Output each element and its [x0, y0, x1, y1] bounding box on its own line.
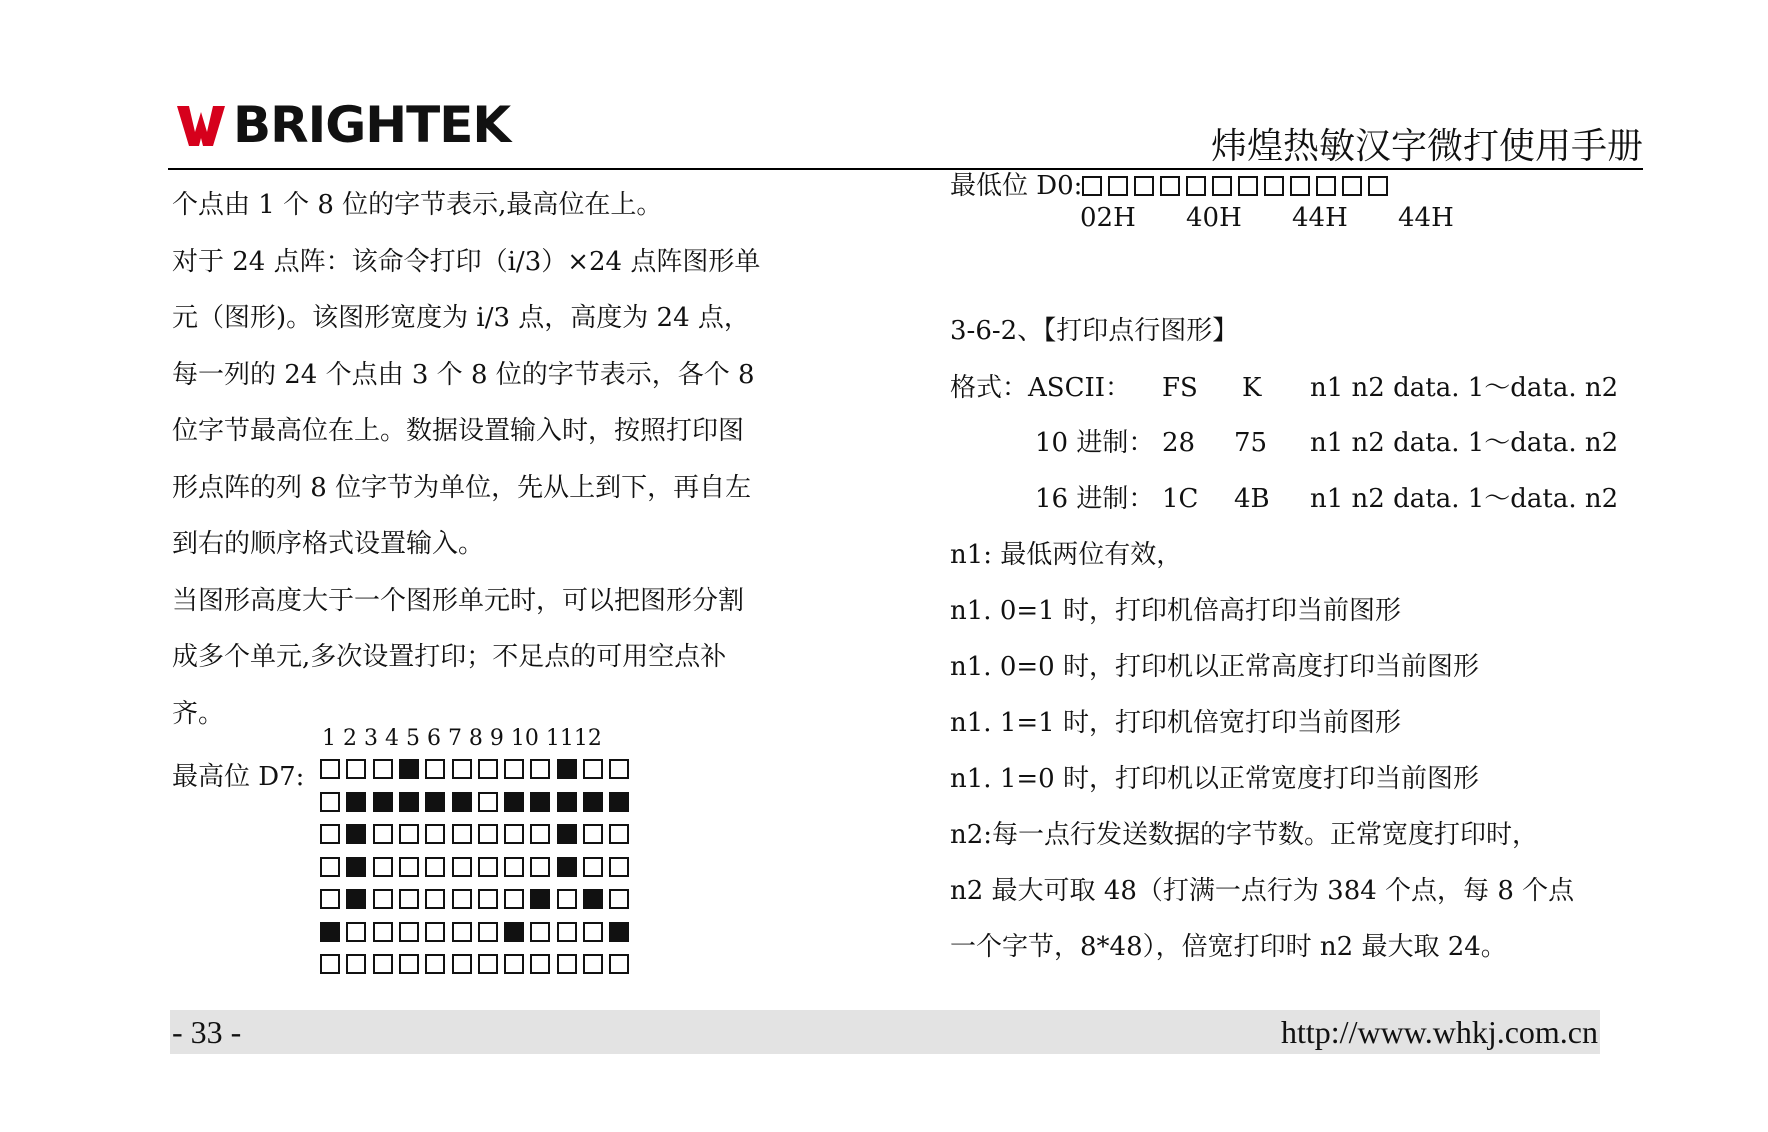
- dot-empty: [373, 759, 393, 779]
- hex-values: [1080, 203, 1504, 233]
- dot-empty: [320, 792, 340, 812]
- dot-empty: [452, 922, 472, 942]
- dot-filled: [346, 792, 366, 812]
- dot-empty: [425, 889, 445, 909]
- dot-filled: [557, 759, 577, 779]
- left-column: [172, 185, 852, 750]
- text-line: n1. 1=1 时，打印机倍宽打印当前图形: [950, 708, 1401, 738]
- dot-empty: [583, 824, 603, 844]
- dot-empty: [346, 922, 366, 942]
- dot-filled: [504, 922, 524, 942]
- format-a: 1C: [1162, 484, 1199, 514]
- dot-empty: [452, 759, 472, 779]
- lsb-boxes: [1082, 171, 1394, 201]
- format-c: n1 n2 data. 1～data. n2: [1310, 373, 1619, 403]
- dot-empty: [557, 889, 577, 909]
- dot-empty: [530, 857, 550, 877]
- text-line: 齐。: [172, 698, 225, 729]
- dot-filled: [557, 792, 577, 812]
- lsb-box: [1342, 176, 1362, 196]
- format-label: 16 进制：: [1035, 484, 1155, 514]
- dot-filled: [583, 889, 603, 909]
- dot-empty: [320, 889, 340, 909]
- format-a: 28: [1162, 428, 1196, 458]
- dot-empty: [373, 954, 393, 974]
- dot-empty: [373, 824, 393, 844]
- brightek-logo: [175, 98, 510, 152]
- column-numbers: 1 2 3 4 5 6 7 8 9 10 1112: [322, 726, 602, 751]
- dot-empty: [504, 954, 524, 974]
- text-line: n1. 1=0 时，打印机以正常宽度打印当前图形: [950, 764, 1479, 794]
- dot-empty: [399, 824, 419, 844]
- dot-empty: [478, 954, 498, 974]
- dot-empty: [557, 922, 577, 942]
- text-line: 位字节最高位在上。数据设置输入时，按照打印图: [172, 416, 745, 446]
- dot-empty: [452, 954, 472, 974]
- dot-filled: [346, 889, 366, 909]
- dot-empty: [530, 759, 550, 779]
- dot-filled: [346, 857, 366, 877]
- dot-empty: [609, 759, 629, 779]
- logo-text: BRIGHTEK: [233, 96, 511, 154]
- format-b: K: [1242, 373, 1262, 403]
- dot-empty: [346, 954, 366, 974]
- dot-empty: [583, 857, 603, 877]
- lsb-box: [1368, 176, 1388, 196]
- dot-empty: [504, 759, 524, 779]
- dot-empty: [583, 954, 603, 974]
- text-line: n2:每一点行发送数据的字节数。正常宽度打印时，: [950, 820, 1539, 850]
- format-b: 75: [1234, 428, 1268, 458]
- dot-empty: [399, 889, 419, 909]
- dot-filled: [320, 922, 340, 942]
- dot-empty: [452, 889, 472, 909]
- hex-value: 02H: [1080, 203, 1136, 233]
- dot-filled: [346, 824, 366, 844]
- lsb-box: [1316, 176, 1336, 196]
- dot-filled: [609, 792, 629, 812]
- dot-empty: [530, 922, 550, 942]
- dot-empty: [478, 889, 498, 909]
- dot-empty: [346, 759, 366, 779]
- lsb-box: [1238, 176, 1258, 196]
- dot-filled: [504, 792, 524, 812]
- lsb-row: [950, 165, 1394, 202]
- dot-filled: [373, 792, 393, 812]
- lsb-box: [1186, 176, 1206, 196]
- text-line: n1: 最低两位有效，: [950, 540, 1183, 570]
- dot-empty: [425, 824, 445, 844]
- lsb-box: [1264, 176, 1284, 196]
- format-c: n1 n2 data. 1～data. n2: [1310, 428, 1619, 458]
- text-line: n1. 0=1 时，打印机倍高打印当前图形: [950, 596, 1401, 626]
- dot-filled: [530, 792, 550, 812]
- text-line: 形点阵的列 8 位字节为单位，先从上到下，再自左: [172, 472, 752, 503]
- dot-filled: [425, 792, 445, 812]
- dot-empty: [320, 759, 340, 779]
- dot-filled: [399, 792, 419, 812]
- text-line: n1. 0=0 时，打印机以正常高度打印当前图形: [950, 652, 1479, 682]
- section-heading: 3-6-2、【打印点行图形】: [950, 316, 1239, 346]
- dot-empty: [373, 922, 393, 942]
- dot-empty: [609, 824, 629, 844]
- dot-empty: [478, 857, 498, 877]
- hex-value: 44H: [1292, 203, 1348, 233]
- dot-empty: [399, 857, 419, 877]
- dot-empty: [452, 857, 472, 877]
- dot-filled: [583, 792, 603, 812]
- dot-empty: [609, 889, 629, 909]
- page-number: - 33 -: [172, 1014, 242, 1050]
- header-divider: [168, 168, 1643, 170]
- dot-empty: [320, 857, 340, 877]
- text-line: 元（图形)。该图形宽度为 i/3 点，高度为 24 点，: [172, 303, 750, 333]
- format-b: 4B: [1234, 484, 1270, 514]
- text-line: 到右的顺序格式设置输入。: [172, 529, 485, 559]
- dot-empty: [425, 922, 445, 942]
- dot-empty: [583, 922, 603, 942]
- text-line: 一个字节，8*48），倍宽打印时 n2 最大取 24。: [950, 932, 1507, 962]
- dot-empty: [530, 954, 550, 974]
- format-a: FS: [1162, 373, 1198, 403]
- dot-filled: [452, 792, 472, 812]
- dot-empty: [425, 857, 445, 877]
- lsb-box: [1108, 176, 1128, 196]
- lsb-box: [1290, 176, 1310, 196]
- dot-empty: [320, 954, 340, 974]
- dot-empty: [425, 954, 445, 974]
- dot-empty: [373, 857, 393, 877]
- lsb-box: [1160, 176, 1180, 196]
- dot-empty: [478, 792, 498, 812]
- text-line: 对于 24 点阵：该命令打印（i/3）×24 点阵图形单: [172, 246, 761, 277]
- msb-label: 最高位 D7:: [172, 762, 305, 792]
- lsb-label: 最低位 D0:: [950, 171, 1083, 201]
- dot-empty: [583, 759, 603, 779]
- dot-empty: [478, 759, 498, 779]
- text-line: 每一列的 24 个点由 3 个 8 位的字节表示，各个 8: [172, 359, 755, 390]
- dot-empty: [399, 954, 419, 974]
- dot-empty: [557, 954, 577, 974]
- dot-empty: [504, 824, 524, 844]
- dot-filled: [557, 824, 577, 844]
- text-line: 成多个单元,多次设置打印；不足点的可用空点补: [172, 642, 727, 672]
- dot-empty: [609, 857, 629, 877]
- manual-title: 炜煌热敏汉字微打使用手册: [1210, 126, 1643, 167]
- text-line: 个点由 1 个 8 位的字节表示,最高位在上。: [172, 190, 663, 220]
- lsb-box: [1134, 176, 1154, 196]
- website-url: http://www.whkj.com.cn: [1281, 1014, 1598, 1050]
- format-label: 格式：ASCII：: [950, 373, 1132, 403]
- dot-empty: [320, 824, 340, 844]
- dot-empty: [504, 889, 524, 909]
- text-line: 当图形高度大于一个图形单元时，可以把图形分割: [172, 585, 745, 616]
- hex-value: 44H: [1398, 203, 1454, 233]
- dot-empty: [373, 889, 393, 909]
- brightek-logo-mark-icon: [175, 102, 227, 148]
- dot-filled: [530, 889, 550, 909]
- dot-empty: [399, 922, 419, 942]
- dot-filled: [399, 759, 419, 779]
- dot-empty: [504, 857, 524, 877]
- lsb-box: [1212, 176, 1232, 196]
- dot-empty: [452, 824, 472, 844]
- text-line: n2 最大可取 48（打满一点行为 384 个点，每 8 个点: [950, 876, 1575, 906]
- format-label: 10 进制：: [1035, 428, 1155, 458]
- dot-empty: [609, 954, 629, 974]
- dot-filled: [609, 922, 629, 942]
- dot-empty: [530, 824, 550, 844]
- lsb-box: [1082, 176, 1102, 196]
- hex-value: 40H: [1186, 203, 1242, 233]
- dot-empty: [425, 759, 445, 779]
- dot-empty: [478, 824, 498, 844]
- dot-empty: [478, 922, 498, 942]
- format-c: n1 n2 data. 1～data. n2: [1310, 484, 1619, 514]
- dot-filled: [557, 857, 577, 877]
